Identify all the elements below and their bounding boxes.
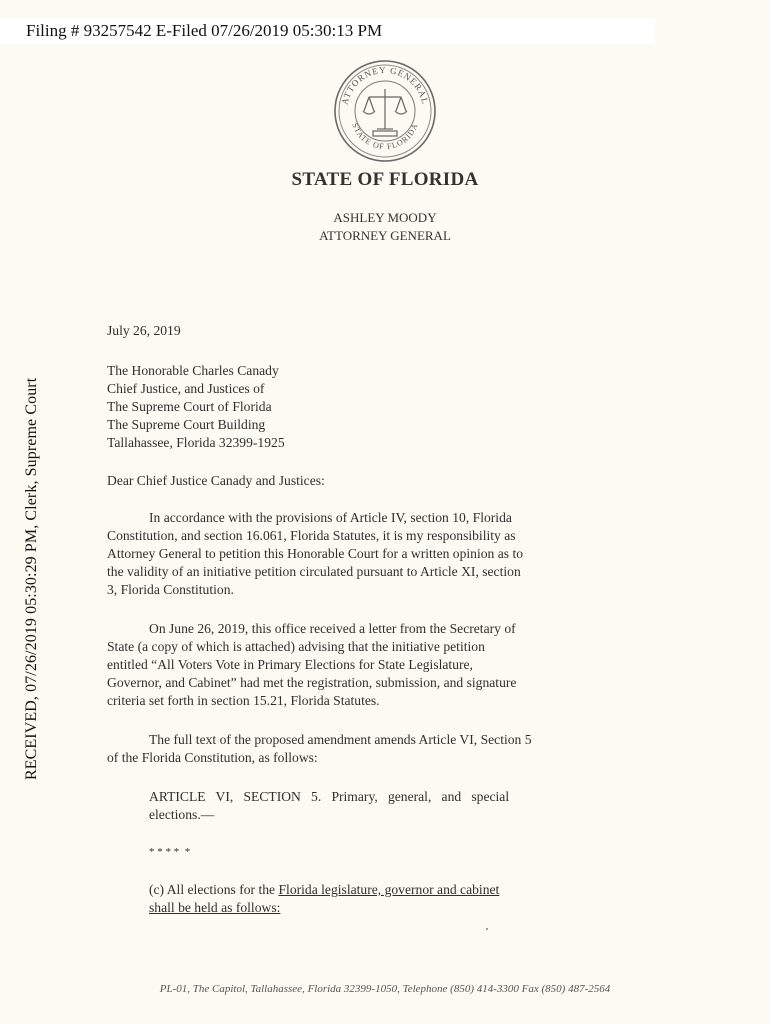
letterhead-footer: PL-01, The Capitol, Tallahassee, Florida 32399-1050, Telephone (850) 414-3300 Fax (850) 487-2564	[159, 983, 611, 995]
paragraph-line: Attorney General to petition this Honorable Court for a written opinion as to	[107, 546, 524, 561]
attorney-general-seal	[333, 59, 437, 163]
paragraph-line: In accordance with the provisions of Article IV, section 10, Florida	[149, 510, 512, 525]
scan-speck	[486, 928, 488, 930]
paragraph-line: On June 26, 2019, this office received a letter from the Secretary of	[149, 621, 516, 636]
paragraph-line: Constitution, and section 16.061, Florida Statutes, it is my responsibility as	[107, 528, 516, 543]
filing-header: Filing # 93257542 E-Filed 07/26/2019 05:30:13 PM	[0, 18, 655, 44]
letterhead-title: ATTORNEY GENERAL	[319, 228, 451, 243]
paragraph-line: The full text of the proposed amendment amends Article VI, Section 5	[149, 732, 532, 747]
article-clause-c-cont: shall be held as follows:	[149, 900, 281, 915]
letter-date: July 26, 2019	[107, 323, 181, 338]
letterhead-state: STATE OF FLORIDA	[291, 169, 479, 190]
clause-c-underlined: Florida legislature, governor and cabinet	[278, 882, 500, 897]
paragraph-line: criteria set forth in section 15.21, Florida Statutes.	[107, 693, 380, 708]
paragraph-line: of the Florida Constitution, as follows:	[107, 750, 318, 765]
address-line: Tallahassee, Florida 32399-1925	[107, 435, 285, 450]
omission-stars: * * * * *	[149, 846, 191, 858]
clause-c-text: (c) All elections for the	[149, 882, 279, 897]
address-line: The Supreme Court Building	[107, 417, 266, 432]
paragraph-line: 3, Florida Constitution.	[107, 582, 234, 597]
article-heading: ARTICLE VI, SECTION 5. Primary, general, and special	[149, 789, 510, 804]
paragraph-line: State (a copy of which is attached) advising that the initiative petition	[107, 639, 485, 654]
letterhead-name: ASHLEY MOODY	[333, 210, 437, 225]
article-clause-c	[149, 881, 499, 899]
paragraph-line: Governor, and Cabinet” had met the registration, submission, and signature	[107, 675, 517, 690]
seal-top-text: ATTORNEY GENERAL	[339, 64, 431, 106]
article-heading-cont: elections.—	[149, 807, 215, 822]
salutation: Dear Chief Justice Canady and Justices:	[107, 473, 325, 488]
seal-bottom-text: STATE OF FLORIDA	[350, 121, 420, 152]
address-line: Chief Justice, and Justices of	[107, 381, 265, 396]
address-line: The Honorable Charles Canady	[107, 363, 279, 378]
received-stamp: RECEIVED, 07/26/2019 05:30:29 PM, Clerk, Supreme Court	[23, 377, 40, 780]
paragraph-line: the validity of an initiative petition circulated pursuant to Article XI, section	[107, 564, 521, 579]
address-line: The Supreme Court of Florida	[107, 399, 272, 414]
paragraph-line: entitled “All Voters Vote in Primary Elections for State Legislature,	[107, 657, 473, 672]
